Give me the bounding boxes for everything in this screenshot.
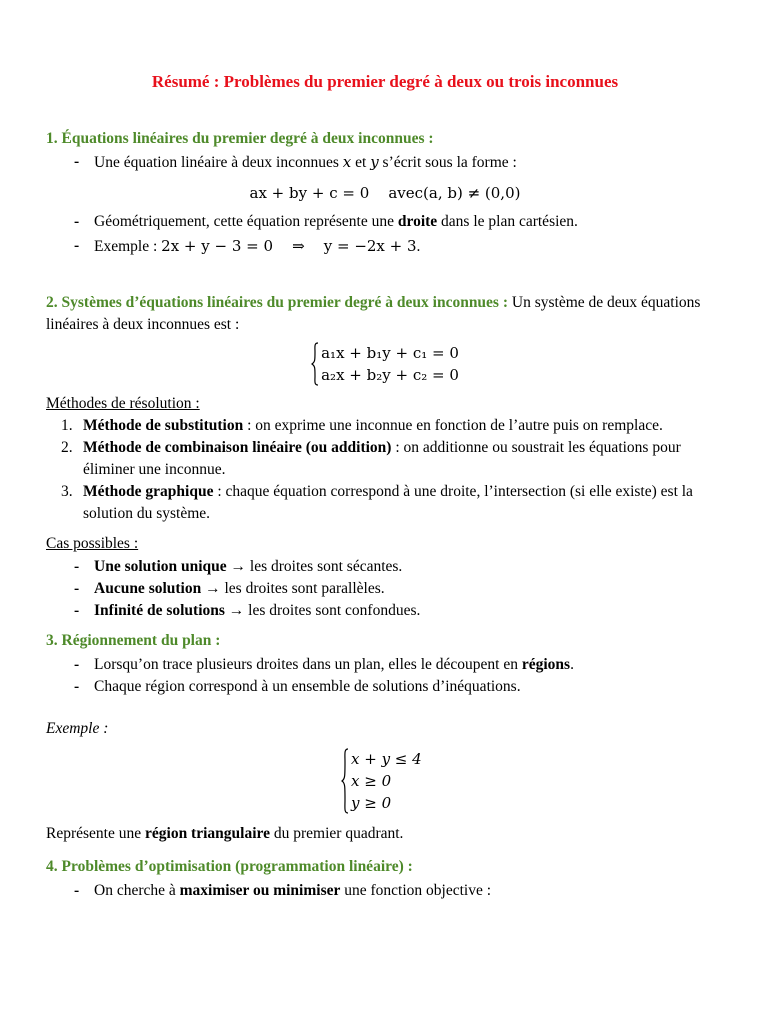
bold-text: Une solution unique <box>94 558 227 575</box>
section-1-list <box>46 151 724 174</box>
bold-text: maximiser ou minimiser <box>179 882 341 899</box>
text: Une équation linéaire à deux inconnues <box>94 154 343 171</box>
equation-system <box>311 342 459 386</box>
list-item <box>46 880 724 902</box>
equation-system <box>341 748 429 814</box>
section-3-heading: 3. Régionnement du plan : <box>46 632 221 649</box>
section-1-heading: 1. Équations linéaires du premier degré à deux inconnues : <box>46 130 434 147</box>
bold-text: Méthode de combinaison linéaire (ou addition) <box>83 439 392 456</box>
list-item <box>46 151 724 174</box>
text: dans le plan cartésien. <box>437 213 578 230</box>
section-2-heading: 2. Systèmes d’équations linéaires du premier degré à deux inconnues : <box>46 294 509 311</box>
text: Un système de deux équations linéaires à deux inconnues est : <box>46 294 701 333</box>
document-title: Résumé : Problèmes du premier degré à deux ou trois inconnues <box>151 72 619 91</box>
list-item <box>46 211 724 233</box>
text: → les droites sont parallèles. <box>201 580 385 597</box>
system-equations <box>46 342 724 387</box>
text: → les droites sont sécantes. <box>226 558 403 575</box>
text: . <box>570 656 574 673</box>
section-4-heading: 4. Problèmes d’optimisation (programmation linéaire) : <box>46 858 413 875</box>
section-1 <box>46 128 724 258</box>
list-number: 2. <box>61 439 73 456</box>
bold-text: région triangulaire <box>145 825 270 842</box>
methods-label: Méthodes de résolution : <box>46 395 200 412</box>
example-label: Exemple : <box>46 720 109 737</box>
section-2 <box>46 292 724 622</box>
math-variable: x <box>342 153 352 171</box>
list-item <box>46 578 724 600</box>
system-row: y ≥ 0 <box>351 794 392 812</box>
example-conclusion <box>46 823 724 845</box>
bold-text: droite <box>397 213 438 230</box>
bold-text: Infinité de solutions <box>94 602 225 619</box>
text: Géométriquement, cette équation représente une <box>94 213 398 230</box>
text: → les droites sont confondues. <box>224 602 421 619</box>
list-item <box>46 437 724 481</box>
math-example: 2x + y − 3 = 0 ⇒ y = −2x + 3 <box>161 237 417 255</box>
math-variable: y <box>370 153 379 171</box>
bold-text: Aucune solution <box>94 580 202 597</box>
list-number: 3. <box>61 483 73 500</box>
section-3-list <box>46 654 724 698</box>
text: s’écrit sous la forme : <box>378 154 517 171</box>
text: : on exprime une inconnue en fonction de l’autre puis on remplace. <box>243 417 663 434</box>
methods-list <box>46 415 724 525</box>
text: : chaque équation correspond à une droite, l’intersection (si elle existe) est la solution du système. <box>83 483 693 522</box>
system-row: a₂x + b₂y + c₂ = 0 <box>321 366 459 384</box>
system-row: a₁x + b₁y + c₁ = 0 <box>321 344 459 362</box>
section-4-list <box>46 880 724 902</box>
brace-icon <box>341 748 349 814</box>
text: Lorsqu’on trace plusieurs droites dans un plan, elles le découpent en <box>94 656 522 673</box>
cases-label: Cas possibles : <box>46 535 139 552</box>
section-4 <box>46 856 724 902</box>
system-row: x ≥ 0 <box>351 772 392 790</box>
bold-text: régions <box>521 656 571 673</box>
list-item <box>46 235 724 258</box>
text: : on additionne ou soustrait les équations pour éliminer une inconnue. <box>83 439 681 478</box>
text: . <box>416 238 421 255</box>
text: Exemple : <box>94 238 162 255</box>
list-item <box>46 415 724 437</box>
section-1-list-2 <box>46 211 724 258</box>
list-item <box>46 556 724 578</box>
system-row: x + y ≤ 4 <box>351 750 422 768</box>
text: On cherche à <box>94 882 180 899</box>
linear-equation-formula: ax + by + c = 0 avec(a, b) ≠ (0,0) <box>249 184 521 202</box>
bold-text: Méthode de substitution <box>83 417 244 434</box>
bold-text: Méthode graphique <box>83 483 214 500</box>
brace-icon <box>311 342 319 386</box>
list-item <box>46 600 724 622</box>
list-item <box>46 676 724 698</box>
list-item <box>46 654 724 676</box>
inequality-system <box>46 748 724 815</box>
text: Chaque région correspond à un ensemble de solutions d’inéquations. <box>94 678 521 695</box>
section-2-intro <box>46 292 724 336</box>
list-item <box>46 481 724 525</box>
cases-list <box>46 556 724 622</box>
list-number: 1. <box>61 417 73 434</box>
section-3 <box>46 630 724 845</box>
text: et <box>351 154 371 171</box>
text: Représente une <box>46 825 145 842</box>
text: une fonction objective : <box>340 882 492 899</box>
text: du premier quadrant. <box>270 825 404 842</box>
